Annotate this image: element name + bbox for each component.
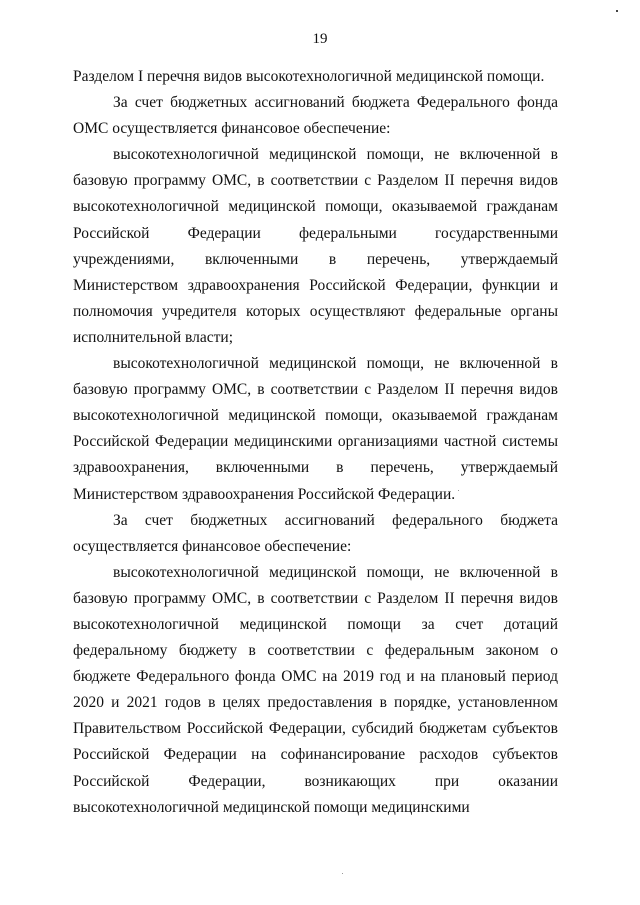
- paragraph-continuation: Разделом I перечня видов высокотехнологичной медицинской помощи.: [73, 68, 545, 85]
- page-number: 19: [312, 31, 328, 47]
- paragraph: высокотехнологичной медицинской помощи, не включенной в базовую программу ОМС, в соответствии с Разделом II перечня видов высокотехнологичной медицинской помощи, оказываемой гражданам Российской Федерации федеральными государственными учреждениями, включенными в перечень, утверждаемый Министерством здравоохранения Российской Федерации, функции и полномочия учредителя которых осуществляют федеральные органы исполнительной власти;: [73, 146, 558, 346]
- document-body: [73, 64, 558, 821]
- paragraph: высокотехнологичной медицинской помощи, не включенной в базовую программу ОМС, в соответствии с Разделом II перечня видов высокотехнологичной медицинской помощи за счет дотаций федеральному бюджету в соответствии с федеральным законом о бюджете Федерального фонда ОМС на 2019 год и на плановый период 2020 и 2021 годов в целях предоставления в порядке, установленном Правительством Российской Федерации, субсидий бюджетам субъектов Российской Федерации на софинансирование расходов субъектов Российской Федерации, возникающих при оказании высокотехнологичной медицинской помощи медицинскими: [73, 563, 558, 816]
- paragraph: высокотехнологичной медицинской помощи, не включенной в базовую программу ОМС, в соответствии с Разделом II перечня видов высокотехнологичной медицинской помощи, оказываемой гражданам Российской Федерации медицинскими организациями частной системы здравоохранения, включенными в перечень, утверждаемый Министерством здравоохранения Российской Федерации.: [73, 355, 558, 503]
- paragraph: За счет бюджетных ассигнований федерального бюджета осуществляется финансовое обеспечение:: [73, 511, 558, 555]
- scan-mark: [616, 10, 618, 12]
- scan-speck: [342, 873, 343, 874]
- paragraph: За счет бюджетных ассигнований бюджета Федерального фонда ОМС осуществляется финансовое обеспечение:: [73, 94, 558, 138]
